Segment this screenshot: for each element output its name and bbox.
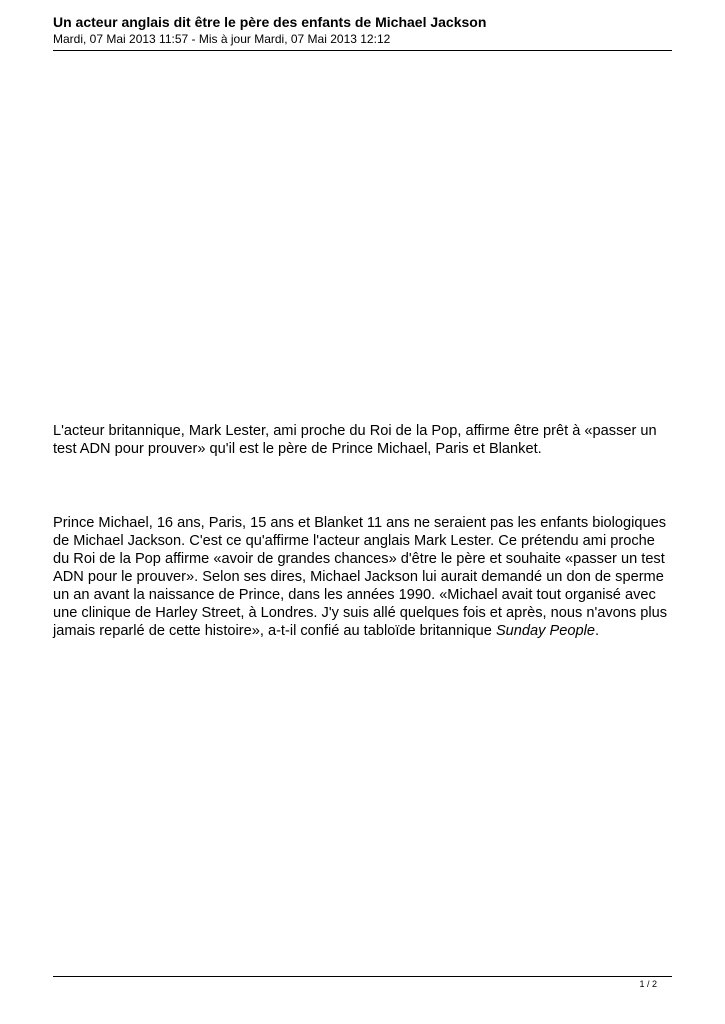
article-title: Un acteur anglais dit être le père des enfants de Michael Jackson [53, 14, 487, 30]
source-publication-name: Sunday People [495, 623, 595, 639]
article-paragraph-intro: L'acteur britannique, Mark Lester, ami proche du Roi de la Pop, affirme être prêt à «passer un test ADN pour prouver» qu'il est le père de Prince Michael, Paris et Blanket. [53, 423, 657, 457]
article-paragraph-body-end: . [594, 623, 599, 639]
footer-divider [53, 976, 672, 977]
article-paragraph-body [53, 514, 673, 640]
article-paragraph-body-text: Prince Michael, 16 ans, Paris, 15 ans et Blanket 11 ans ne seraient pas les enfants biologiques de Michael Jackson. C'est ce qu'affirme l'acteur anglais Mark Lester. Ce prétendu ami proche du Roi de la Pop affirme «avoir de grandes chances» d'être le père et souhaite «passer un test ADN pour le prouver». Selon ses dires, Michael Jackson lui aurait demandé un don de sperme un an avant la naissance de Prince, dans les années 1990. «Michael avait tout organisé avec une clinique de Harley Street, à Londres. J'y suis allé quelques fois et après, nous n'avons plus jamais reparlé de cette histoire», a-t-il confié au tabloïde britannique [53, 515, 668, 639]
header-divider [53, 50, 672, 51]
article-dateline: Mardi, 07 Mai 2013 11:57 - Mis à jour Mardi, 07 Mai 2013 12:12 [53, 32, 391, 46]
page-number: 1 / 2 [639, 979, 657, 989]
document-header [53, 14, 672, 47]
